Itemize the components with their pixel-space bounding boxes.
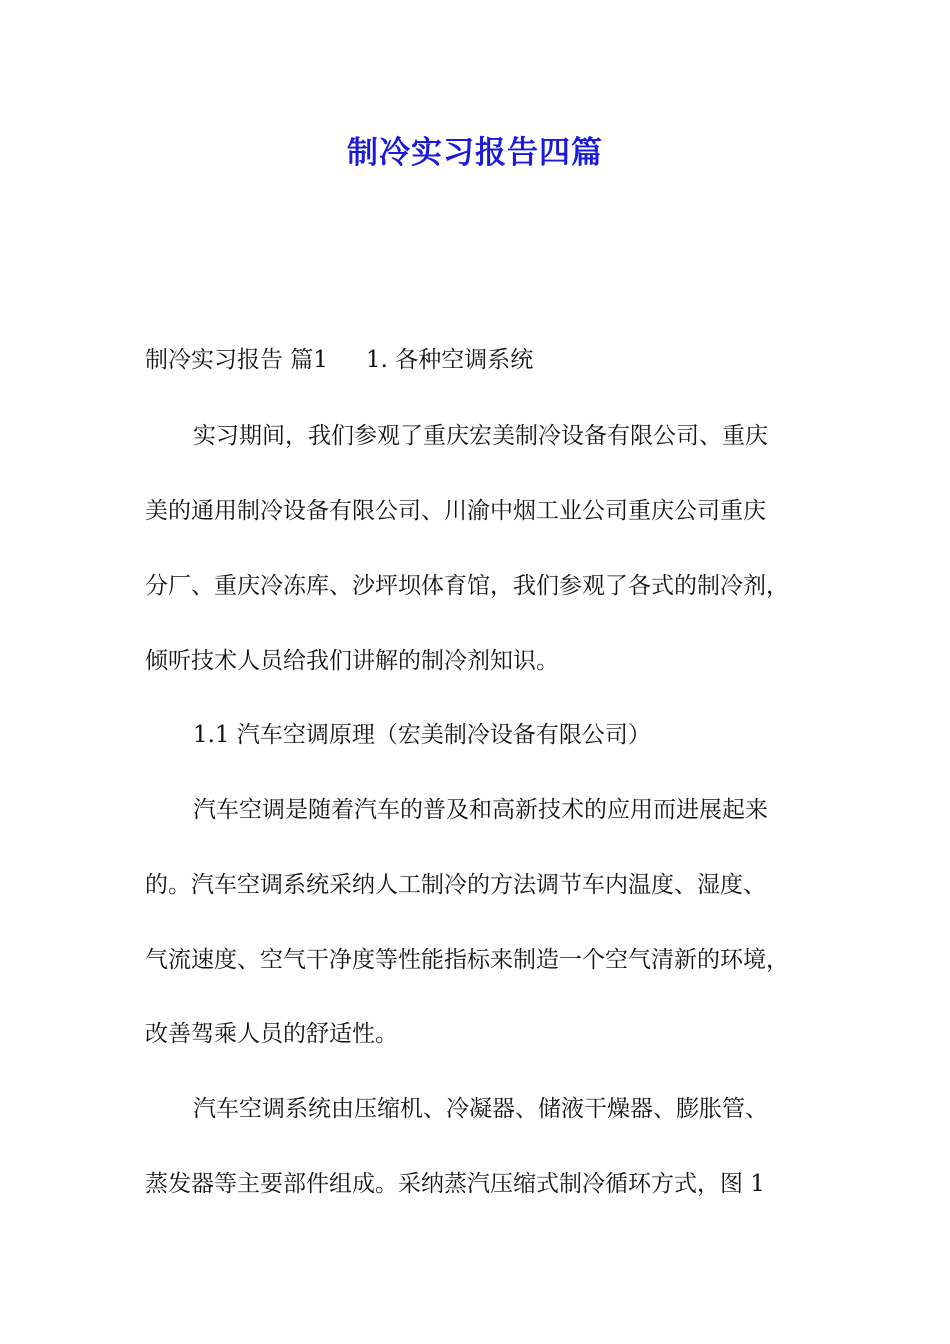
paragraph-line: 蒸发器等主要部件组成。采纳蒸汽压缩式制冷循环方式，图 1	[145, 1171, 765, 1197]
paragraph-line: 的。汽车空调系统采纳人工制冷的方法调节车内温度、湿度、	[145, 872, 766, 898]
paragraph-line: 分厂、重庆冷冻库、沙坪坝体育馆，我们参观了各式的制冷剂，	[145, 573, 789, 599]
section-heading	[145, 343, 533, 377]
part-heading: 制冷实习报告 篇1	[145, 347, 328, 373]
section-heading-text: 1. 各种空调系统	[365, 347, 534, 373]
paragraph-line: 汽车空调系统由压缩机、冷凝器、储液干燥器、膨胀管、	[193, 1096, 768, 1122]
paragraph-line: 美的通用制冷设备有限公司、川渝中烟工业公司重庆公司重庆	[145, 498, 766, 524]
document-title: 制冷实习报告四篇	[347, 135, 603, 171]
paragraph-line: 汽车空调是随着汽车的普及和高新技术的应用而进展起来	[193, 797, 768, 823]
paragraph-line: 实习期间，我们参观了重庆宏美制冷设备有限公司、重庆	[193, 423, 768, 449]
paragraph-line: 改善驾乘人员的舒适性。	[145, 1021, 398, 1047]
subsection-heading: 1.1 汽车空调原理（宏美制冷设备有限公司）	[193, 722, 651, 748]
paragraph-line: 气流速度、空气干净度等性能指标来制造一个空气清新的环境，	[145, 947, 789, 973]
paragraph-line: 倾听技术人员给我们讲解的制冷剂知识。	[145, 648, 559, 674]
